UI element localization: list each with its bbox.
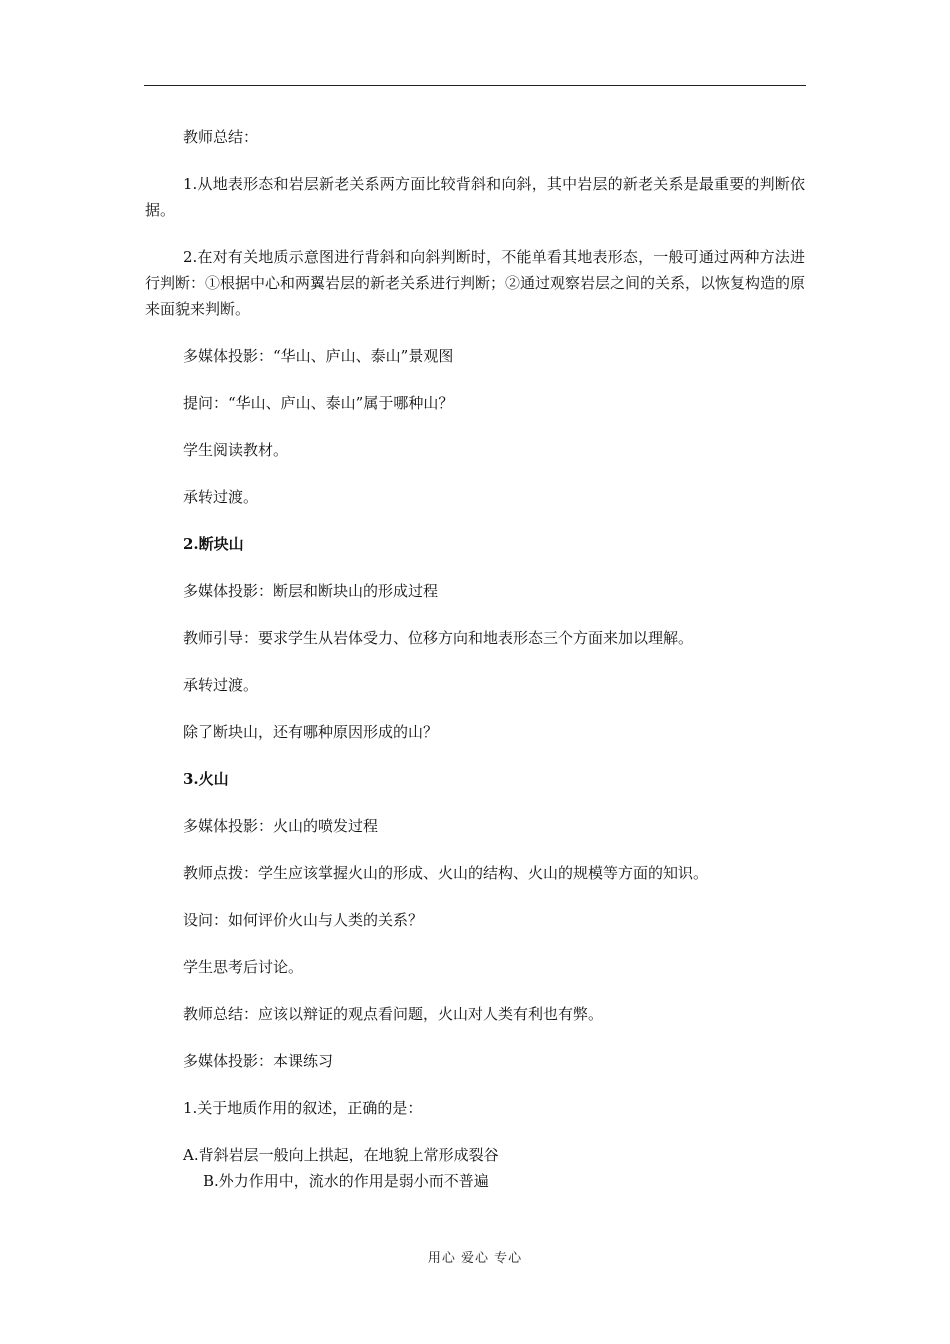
exercise-option-a: A.背斜岩层一般向上拱起，在地貌上常形成裂谷 <box>183 1146 499 1164</box>
paragraph-student-discuss: 学生思考后讨论。 <box>183 958 304 976</box>
header-rule <box>144 85 806 86</box>
paragraph-point-2: 2.在对有关地质示意图进行背斜和向斜判断时，不能单看其地表形态，一般可通过两种方法进行判断：①根据中心和两翼岩层的新老关系进行判断；②通过观察岩层之间的关系，以恢复构造的原来面貌来判断。 <box>145 248 806 318</box>
exercise-option-b: B.外力作用中，流水的作用是弱小而不普遍 <box>203 1172 489 1190</box>
paragraph-media-volcano: 多媒体投影：火山的喷发过程 <box>183 817 379 835</box>
paragraph-question-mountains: 提问：“华山、庐山、泰山”属于哪种山？ <box>183 394 454 412</box>
paragraph-transition-1: 承转过渡。 <box>183 488 259 506</box>
paragraph-summary-heading: 教师总结： <box>183 128 259 146</box>
paragraph-media-exercise: 多媒体投影：本课练习 <box>183 1052 334 1070</box>
paragraph-question-other: 除了断块山，还有哪种原因形成的山？ <box>183 723 439 741</box>
document-body <box>145 124 805 1194</box>
page-footer: 用心 爱心 专心 <box>427 1251 523 1266</box>
paragraph-transition-2: 承转过渡。 <box>183 676 259 694</box>
paragraph-point-1: 1.从地表形态和岩层新老关系两方面比较背斜和向斜，其中岩层的新老关系是最重要的判断依据。 <box>145 175 805 219</box>
paragraph-teacher-summary: 教师总结：应该以辩证的观点看问题，火山对人类有利也有弊。 <box>183 1005 604 1023</box>
paragraph-exercise-question: 1.关于地质作用的叙述，正确的是： <box>183 1099 423 1117</box>
paragraph-media-landscape: 多媒体投影：“华山、庐山、泰山”景观图 <box>183 347 454 365</box>
section-heading-fault-block: 2.断块山 <box>183 535 244 553</box>
paragraph-student-reading: 学生阅读教材。 <box>183 441 289 459</box>
section-heading-volcano: 3.火山 <box>183 770 229 788</box>
paragraph-question-relation: 设问：如何评价火山与人类的关系？ <box>183 911 424 929</box>
paragraph-teacher-tip: 教师点拨：学生应该掌握火山的形成、火山的结构、火山的规模等方面的知识。 <box>183 864 709 882</box>
paragraph-teacher-guide: 教师引导：要求学生从岩体受力、位移方向和地表形态三个方面来加以理解。 <box>183 629 694 647</box>
paragraph-media-fault: 多媒体投影：断层和断块山的形成过程 <box>183 582 439 600</box>
